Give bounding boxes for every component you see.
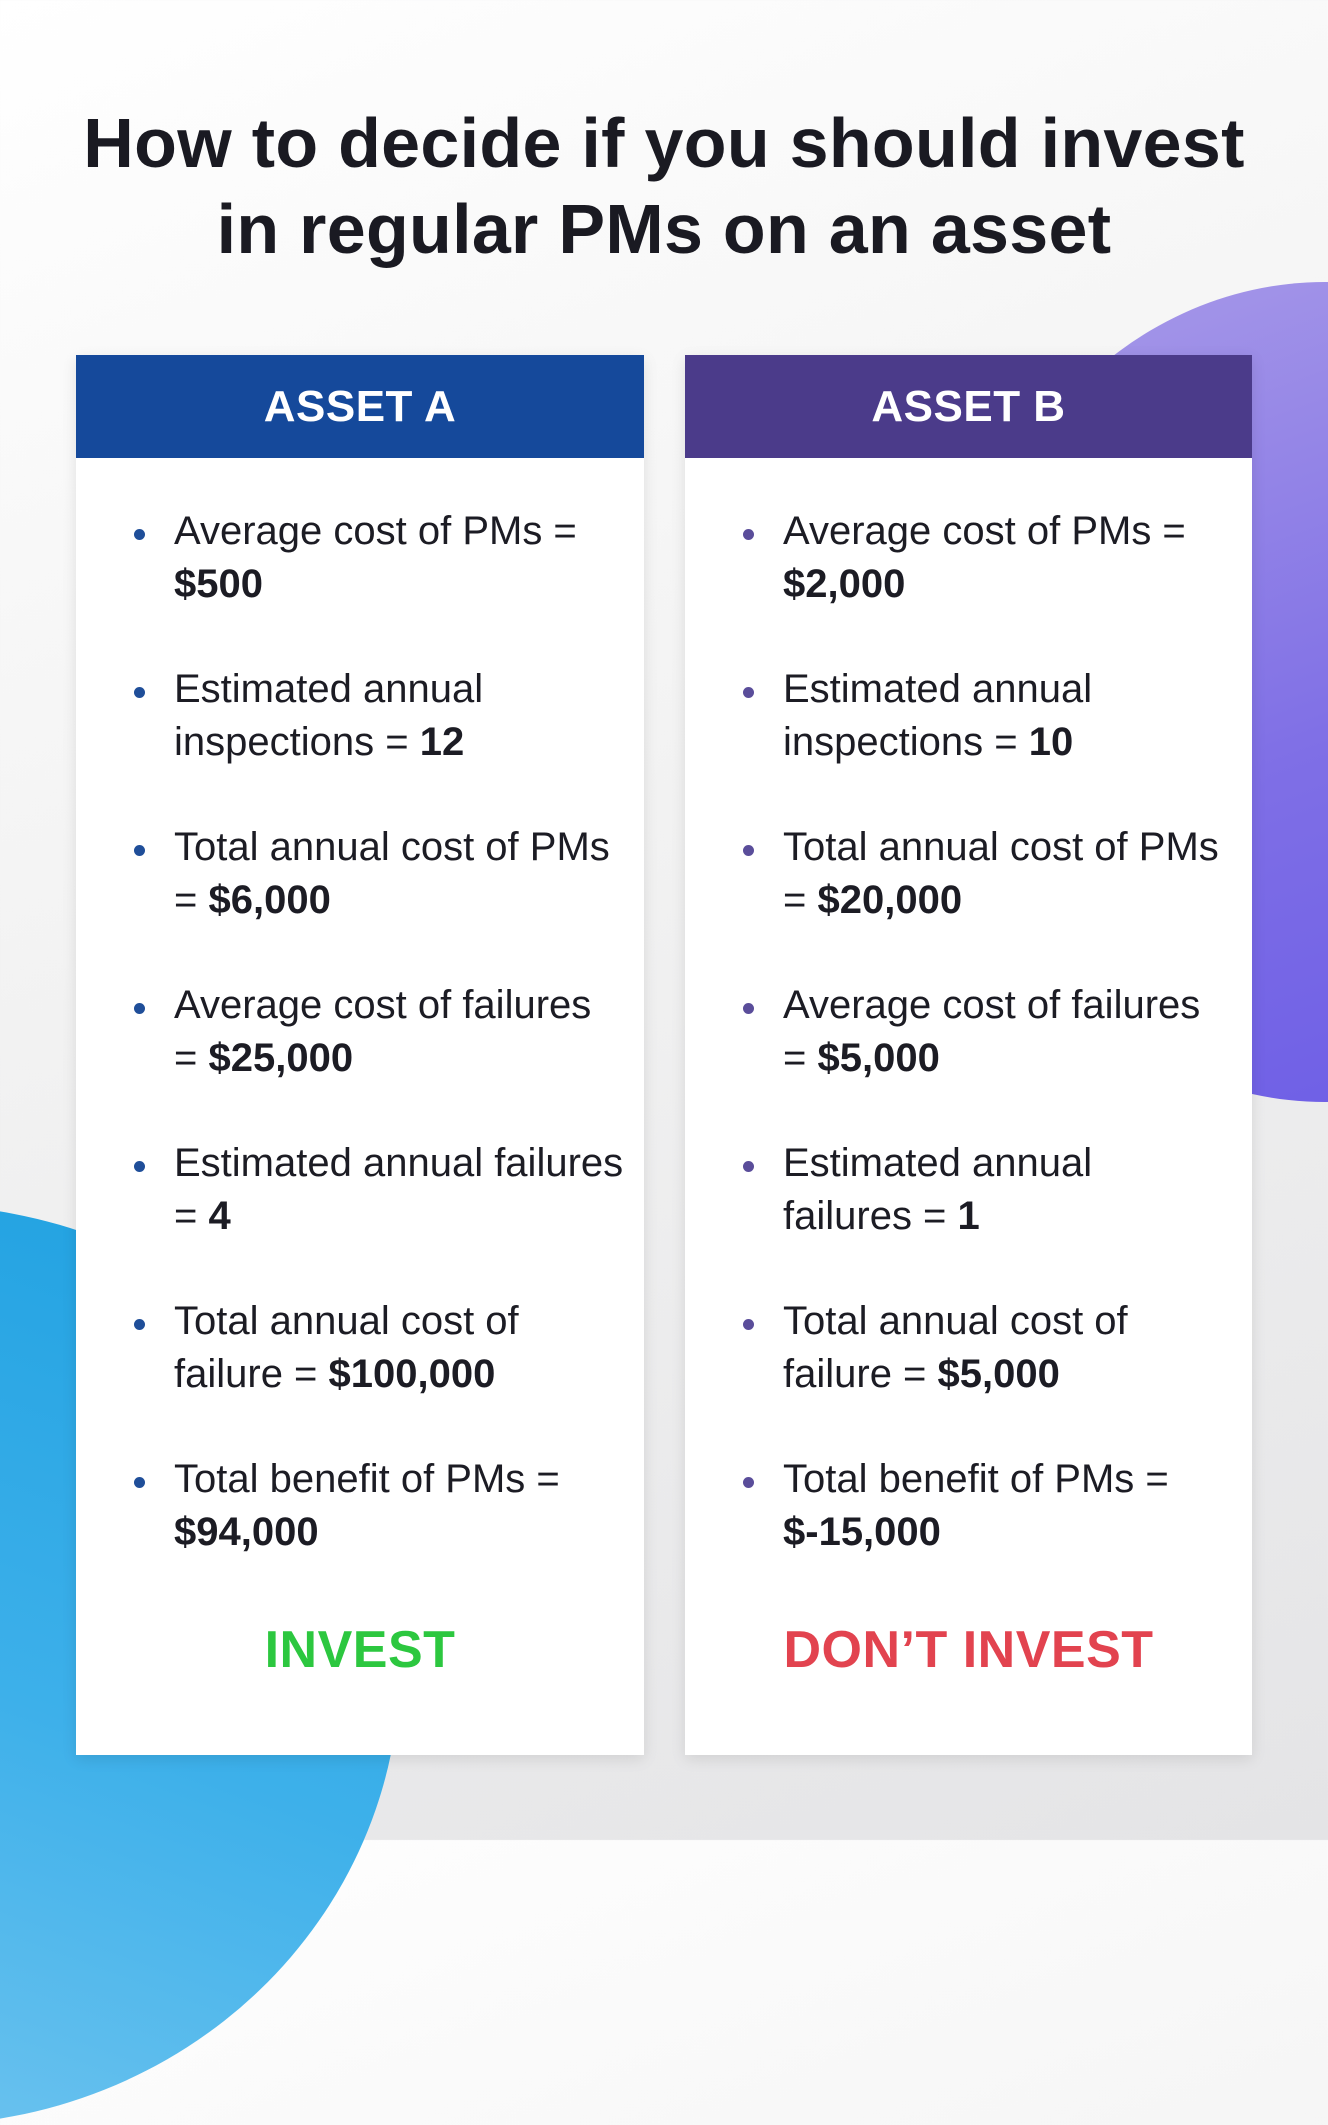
- asset-b-header: ASSET B: [685, 355, 1252, 458]
- asset-a-header: ASSET A: [76, 355, 644, 458]
- item-label: Total benefit of PMs =: [174, 1457, 560, 1501]
- item-value: 4: [208, 1194, 231, 1238]
- list-item: [685, 1295, 1252, 1453]
- bullet-icon: [743, 1003, 754, 1014]
- asset-a-card: [76, 355, 644, 1755]
- page-title: [0, 100, 1328, 272]
- item-label: Total annual cost of failure =: [783, 1299, 1128, 1396]
- bullet-icon: [134, 529, 145, 540]
- item-label: Total annual cost of PMs =: [783, 825, 1219, 922]
- bullet-icon: [743, 1477, 754, 1488]
- bullet-icon: [743, 687, 754, 698]
- bullet-icon: [743, 845, 754, 856]
- item-label: Average cost of PMs =: [174, 509, 577, 553]
- item-value: $-15,000: [783, 1510, 941, 1554]
- asset-b-verdict: DON’T INVEST: [783, 1621, 1154, 1679]
- item-label: Estimated annual inspections =: [174, 667, 484, 764]
- list-item: [76, 1295, 644, 1453]
- item-value: 12: [419, 720, 465, 764]
- list-item: [76, 821, 644, 979]
- item-label: Average cost of failures =: [783, 983, 1201, 1080]
- item-label: Estimated annual inspections =: [783, 667, 1093, 764]
- item-label: Total annual cost of failure =: [174, 1299, 519, 1396]
- bullet-icon: [743, 1319, 754, 1330]
- list-item: [76, 663, 644, 821]
- bullet-icon: [134, 687, 145, 698]
- item-label: Average cost of PMs =: [783, 509, 1186, 553]
- item-label: Estimated annual failures =: [174, 1141, 624, 1238]
- bullet-icon: [743, 1161, 754, 1172]
- list-item: [76, 979, 644, 1137]
- item-value: 10: [1028, 720, 1074, 764]
- list-item: [685, 979, 1252, 1137]
- bullet-icon: [134, 1477, 145, 1488]
- item-label: Total annual cost of PMs =: [174, 825, 610, 922]
- list-item: [76, 505, 644, 663]
- list-item: [76, 1453, 644, 1611]
- item-value: $94,000: [174, 1510, 319, 1554]
- list-item: [685, 1137, 1252, 1295]
- item-value: $2,000: [783, 562, 906, 606]
- bullet-icon: [743, 529, 754, 540]
- list-item: [685, 663, 1252, 821]
- asset-b-list: [685, 505, 1252, 1611]
- asset-a-list: [76, 505, 644, 1611]
- item-value: $5,000: [817, 1036, 940, 1080]
- item-label: Estimated annual failures =: [783, 1141, 1093, 1238]
- item-value: $100,000: [328, 1352, 496, 1396]
- item-value: $20,000: [817, 878, 963, 922]
- item-label: Average cost of failures =: [174, 983, 592, 1080]
- list-item: [76, 1137, 644, 1295]
- item-value: $6,000: [208, 878, 331, 922]
- bullet-icon: [134, 1003, 145, 1014]
- bullet-icon: [134, 845, 145, 856]
- list-item: [685, 821, 1252, 979]
- item-label: Total benefit of PMs =: [783, 1457, 1169, 1501]
- list-item: [685, 1453, 1252, 1611]
- page-title-line-1: How to decide if you should invest: [83, 104, 1245, 182]
- item-value: $25,000: [208, 1036, 354, 1080]
- asset-a-verdict: INVEST: [264, 1621, 456, 1679]
- item-value: 1: [957, 1194, 980, 1238]
- item-value: $5,000: [937, 1352, 1060, 1396]
- bullet-icon: [134, 1319, 145, 1330]
- bullet-icon: [134, 1161, 145, 1172]
- item-value: $500: [174, 562, 263, 606]
- page-title-line-2: in regular PMs on an asset: [216, 190, 1112, 268]
- list-item: [685, 505, 1252, 663]
- asset-b-card: [685, 355, 1252, 1755]
